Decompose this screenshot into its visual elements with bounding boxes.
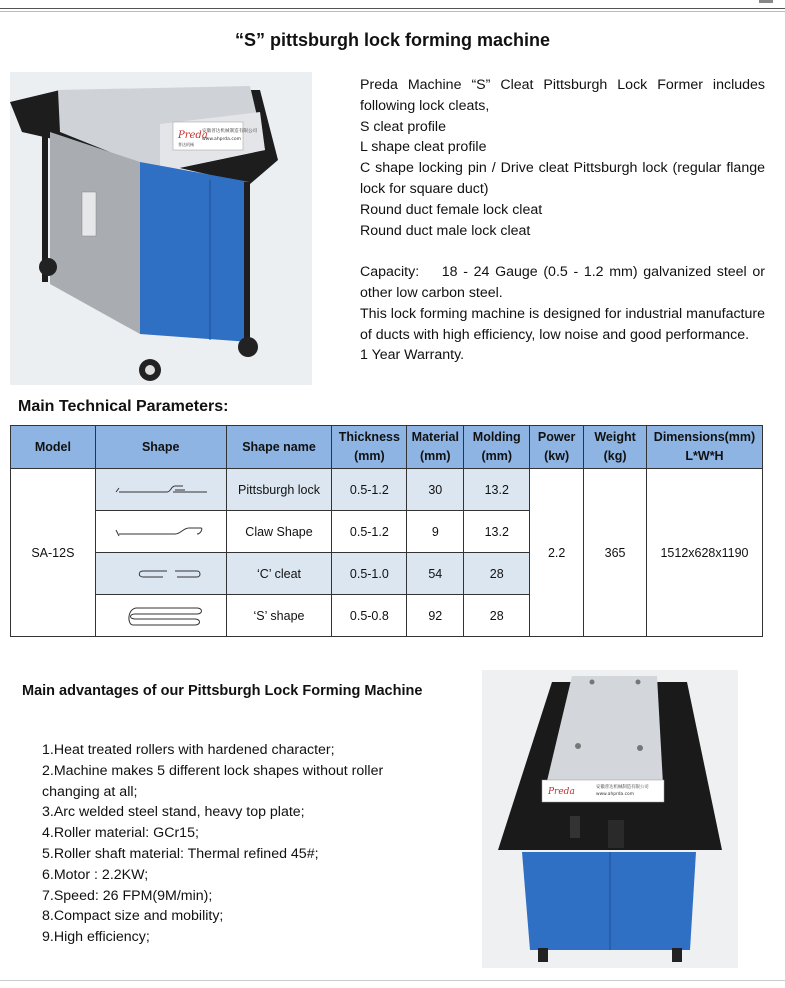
- advantages-heading: Main advantages of our Pittsburgh Lock Forming Machine: [22, 683, 423, 699]
- intro-text: [360, 75, 765, 366]
- cell-shape-name: Pittsburgh lock: [226, 469, 332, 511]
- cell-molding: 13.2: [464, 511, 530, 553]
- list-item: 5.Roller shaft material: Thermal refined 45#;: [42, 845, 319, 862]
- warranty-text: 1 Year Warranty.: [360, 347, 465, 364]
- c-cleat-profile-icon: [111, 564, 211, 584]
- list-item: 1.Heat treated rollers with hardened character;: [42, 742, 335, 758]
- list-item: 3.Arc welded steel stand, heavy top plate;: [42, 804, 305, 821]
- header-molding: Molding (mm): [464, 426, 530, 469]
- cell-shape-name: ‘S’ shape: [226, 595, 332, 637]
- cell-material: 30: [407, 469, 464, 511]
- cell-power: 2.2: [530, 469, 584, 637]
- cell-shape: [95, 595, 226, 637]
- capacity-text: Capacity: 18 - 24 Gauge (0.5 - 1.2 mm) galvanized steel or other low carbon steel.: [360, 264, 765, 301]
- plate-brand: Preda: [548, 787, 575, 797]
- header-power: Power (kw): [530, 426, 584, 469]
- cell-thickness: 0.5-1.2: [332, 511, 407, 553]
- machine-photo-top: [482, 670, 738, 968]
- bottom-rule: [0, 980, 785, 981]
- cell-thickness: 0.5-1.0: [332, 553, 407, 595]
- machine-illustration-top: [482, 670, 738, 968]
- spec-header-row: [11, 426, 763, 469]
- list-item: 2.Machine makes 5 different lock shapes without roller changing at all;: [42, 762, 384, 800]
- params-heading: Main Technical Parameters:: [18, 398, 229, 415]
- top-rule: [0, 8, 785, 9]
- cell-thickness: 0.5-1.2: [332, 469, 407, 511]
- cell-shape: [95, 469, 226, 511]
- cleat-item: S cleat profile: [360, 118, 446, 135]
- cell-shape-name: ‘C’ cleat: [226, 553, 332, 595]
- cleat-item: Round duct male lock cleat: [360, 222, 531, 239]
- list-item: 4.Roller material: GCr15;: [42, 825, 199, 842]
- cell-molding: 28: [464, 553, 530, 595]
- plate-brand: Preda: [178, 130, 208, 141]
- header-model: Model: [11, 426, 96, 469]
- cell-shape: [95, 511, 226, 553]
- machine-photo-front: [10, 72, 312, 385]
- page-title: “S” pittsburgh lock forming machine: [234, 30, 551, 50]
- top-rule-secondary: [0, 11, 785, 12]
- cell-material: 92: [407, 595, 464, 637]
- header-material: Material (mm): [407, 426, 464, 469]
- cleat-item: Round duct female lock cleat: [360, 201, 543, 218]
- pittsburgh-lock-profile-icon: [111, 480, 211, 500]
- cleat-item: C shape locking pin / Drive cleat Pittsburgh lock (regular flange lock for square duct): [360, 160, 765, 197]
- spec-table: [10, 425, 763, 637]
- cell-shape-name: Claw Shape: [226, 511, 332, 553]
- corner-mark: [759, 0, 773, 3]
- cell-molding: 13.2: [464, 469, 530, 511]
- cell-thickness: 0.5-0.8: [332, 595, 407, 637]
- plate-company: 安徽普达机械制造有限公司: [596, 785, 649, 790]
- machine-illustration-front: [10, 72, 312, 385]
- cell-weight: 365: [584, 469, 647, 637]
- claw-shape-profile-icon: [111, 522, 211, 542]
- cell-dimensions: 1512x628x1190: [647, 469, 763, 637]
- design-text: This lock forming machine is designed for industrial manufacture of ducts with high efficiency, low noise and good performance.: [360, 305, 765, 343]
- cell-material: 9: [407, 511, 464, 553]
- header-shape-name: Shape name: [226, 426, 332, 469]
- header-dimensions: Dimensions(mm) L*W*H: [647, 426, 763, 469]
- advantages-list: [42, 740, 402, 948]
- cell-material: 54: [407, 553, 464, 595]
- s-shape-profile-icon: [111, 603, 211, 629]
- cell-shape: [95, 553, 226, 595]
- plate-cn: 普达机械: [178, 142, 194, 147]
- header-weight: Weight (kg): [584, 426, 647, 469]
- list-item: 7.Speed: 26 FPM(9M/min);: [42, 887, 213, 904]
- header-shape: Shape: [95, 426, 226, 469]
- header-thickness: Thickness (mm): [332, 426, 407, 469]
- list-item: 6.Motor : 2.2KW;: [42, 866, 149, 883]
- cleat-item: L shape cleat profile: [360, 139, 487, 156]
- plate-company: 安徽普达机械制造有限公司: [202, 129, 258, 134]
- cell-molding: 28: [464, 595, 530, 637]
- table-row: [11, 469, 763, 511]
- plate-web: www.ahprda.com: [202, 137, 241, 142]
- plate-web: www.ahprda.com: [596, 792, 635, 797]
- list-item: 9.High efficiency;: [42, 929, 150, 946]
- intro-lead: Preda Machine “S” Cleat Pittsburgh Lock Former includes following lock cleats,: [360, 77, 765, 114]
- list-item: 8.Compact size and mobility;: [42, 908, 224, 925]
- cell-model: SA-12S: [11, 469, 96, 637]
